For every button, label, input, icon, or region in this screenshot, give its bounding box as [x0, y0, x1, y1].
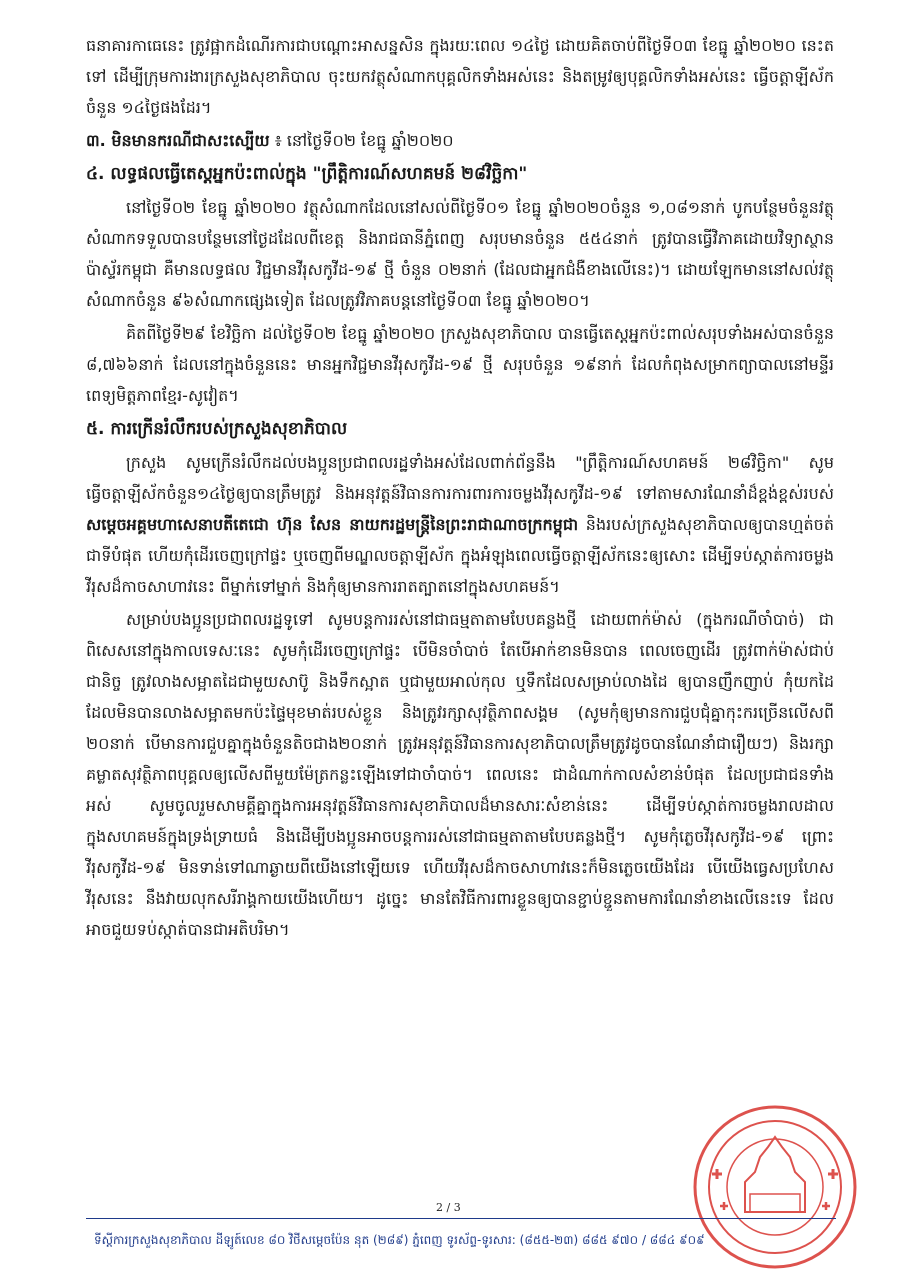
prime-minister-name: សម្ដេចអគ្គមហាសេនាបតីតេជោ ហ៊ុន សែន នាយករដ្ឋមន្ត្រីនៃព្រះរាជាណាចក្រកម្ពុជា — [86, 515, 579, 534]
section-5-p1-before: ក្រសួង សូមក្រើនរំលឹកដល់បងប្អូនប្រជាពលរដ្ឋទាំងអស់ដែលពាក់ព័ន្ធនឹង "ព្រឹត្តិការណ៍សហគមន៍ ២៨វិច្ឆិកា" សូមធ្វើចត្តាឡីស័កចំនួន១៤ថ្ងៃឲ្យបានត្រឹមត្រូវ និងអនុវត្តន៍វិធានការការពារការចម្លងវីរុសកូវីដ-១៩ ទៅតាមសារណែនាំដ៏ខ្ពង់ខ្ពស់របស់ — [86, 453, 834, 503]
section-5-paragraph-1 — [86, 447, 834, 602]
section-5-heading: ៥. ការក្រើនរំលឹករបស់ក្រសួងសុខាភិបាល — [86, 419, 348, 439]
section-5-p1-after: និងរបស់ក្រសួងសុខាភិបាលឲ្យបានហ្មត់ចត់ជាទីបំផុត ហើយកុំដើរចេញក្រៅផ្ទះ ឬចេញពីមណ្ឌលចត្តាឡីស័ក ក្នុងអំឡុងពេលធ្វើចត្តាឡីស័កនេះឲ្យសោះ ដើម្បីទប់ស្កាត់ការចម្លងវីរុសដ៏កាចសាហាវនេះ ពីម្នាក់ទៅម្នាក់ និងកុំឲ្យមានការរាតត្បាតនៅក្នុងសហគមន៍។ — [86, 515, 834, 596]
section-3-text: ៖ នៅថ្ងៃទី០២ ខែធ្នូ ឆ្នាំ២០២០ — [274, 131, 454, 150]
document-body — [86, 30, 834, 947]
section-5-paragraph-2: សម្រាប់បងប្អូនប្រជាពលរដ្ឋទូទៅ សូមបន្តការរស់នៅជាធម្មតាតាមបែបគន្លងថ្មី ដោយពាក់ម៉ាស់ (ក្នុងករណីចាំបាច់) ជាពិសេសនៅក្នុងកាលទេសៈនេះ សូមកុំដើរចេញក្រៅផ្ទះ បើមិនចាំបាច់ តែបើអាក់ខានមិនបាន ពេលចេញដើរ ត្រូវពាក់ម៉ាស់ជាប់ជានិច្ច ត្រូវលាងសម្អាតដៃជាមួយសាប៊ូ និងទឹកស្អាត ឬជាមួយអាល់កុល ឬទឹកដែលសម្រាប់លាងដៃ ឲ្យបានញឹកញាប់ កុំយកដៃដែលមិនបានលាងសម្អាតមកប៉ះផ្ទៃមុខមាត់របស់ខ្លួន និងត្រូវរក្សាសុវត្ថិភាពសង្គម (សូមកុំឲ្យមានការជួបជុំគ្នាកុះករច្រើនលើសពី ២០នាក់ បើមានការជួបគ្នាក្នុងចំនួនតិចជាង២០នាក់ ត្រូវអនុវត្តន៍វិធានការសុខាភិបាលត្រឹមត្រូវដូចបានណែនាំជារឿយៗ) និងរក្សាគម្លាតសុវត្ថិភាពបុគ្គលឲ្យលើសពីមួយម៉ែត្រកន្លះឡើងទៅជាចាំបាច់។ ពេលនេះ ជាដំណាក់កាលសំខាន់បំផុត ដែលប្រជាជនទាំងអស់ សូមចូលរួមសាមគ្គីគ្នាក្នុងការអនុវត្តន៍វិធានការសុខាភិបាលដ៏មានសារៈសំខាន់នេះ ដើម្បីទប់ស្កាត់ការចម្លងរាលដាលក្នុងសហគមន៍ក្នុងទ្រង់ទ្រាយធំ និងដើម្បីបងប្អូនអាចបន្តការរស់នៅជាធម្មតាតាមបែបគន្លងថ្មី។ សូមកុំភ្លេចវីរុសកូវីដ-១៩ ព្រោះវីរុសកូវីដ-១៩ មិនទាន់ទៅណាឆ្ងាយពីយើងនៅឡើយទេ ហើយវីរុសដ៏កាចសាហាវនេះក៏មិនភ្លេចយើងដែរ បើយើងធ្វេសប្រហែស វីរុសនេះ នឹងវាយលុកសរីរាង្គកាយយើងហើយ។ ដូច្នេះ មានតែវិធីការពារខ្លួនឲ្យបានខ្ជាប់ខ្ជួនតាមការណែនាំខាងលើនេះទេ ដែលអាចជួយទប់ស្កាត់បានជាអតិបរិមា។ — [86, 610, 834, 939]
section-3 — [86, 125, 834, 156]
footer-divider — [86, 1218, 836, 1219]
paragraph-bank-closure: ធនាគារកាធេនេះ ត្រូវផ្អាកដំណើរការជាបណ្ដោះអាសន្នសិន ក្នុងរយៈពេល ១៤ថ្ងៃ ដោយគិតចាប់ពីថ្ងៃទី០៣ ខែធ្នូ ឆ្នាំ២០២០ នេះតទៅ ដើម្បីក្រុមការងារក្រសួងសុខាភិបាល ចុះយកវត្ថុសំណាកបុគ្គលិកទាំងអស់នេះ និងតម្រូវឲ្យបុគ្គលិកទាំងអស់នេះ ធ្វើចត្តាឡីស័កចំនួន ១៤ថ្ងៃផងដែរ។ — [86, 36, 834, 117]
page-number: 2 / 3 — [436, 1201, 461, 1214]
section-4-paragraph-2: គិតពីថ្ងៃទី២៩ ខែវិច្ឆិកា ដល់ថ្ងៃទី០២ ខែធ្នូ ឆ្នាំ២០២០ ក្រសួងសុខាភិបាល បានធ្វើតេស្តអ្នកប៉ះពាល់សរុបទាំងអស់បានចំនួន ៨,៧៦៦នាក់ ដែលនៅក្នុងចំនួននេះ មានអ្នកវិជ្ជមានវីរុសកូវីដ-១៩ ថ្មី សរុបចំនួន ១៩នាក់ ដែលកំពុងសម្រាកព្យាបាលនៅមន្ទីរពេទ្យមិត្តភាពខ្មែរ-សូវៀត។ — [86, 324, 834, 405]
section-4-paragraph-1: នៅថ្ងៃទី០២ ខែធ្នូ ឆ្នាំ២០២០ វត្ថុសំណាកដែលនៅសល់ពីថ្ងៃទី០១ ខែធ្នូ ឆ្នាំ២០២០ចំនួន ១,០៨១នាក់ បូកបន្ថែមចំនួនវត្ថុសំណាកទទួលបានបន្ថែមនៅថ្ងៃដដែលពីខេត្ត និងរាជធានីភ្នំពេញ សរុបមានចំនួន ៥៥៤នាក់ ត្រូវបានធ្វើវិភាគដោយវិទ្យាស្ថានប៉ាស្ទ័រកម្ពុជា គឺមានលទ្ធផល វិជ្ជមានវីរុសកូវីដ-១៩ ថ្មី ចំនួន ០២នាក់ (ដែលជាអ្នកជំងឺខាងលើនេះ)។ ដោយឡែកមាននៅសល់វត្ថុសំណាកចំនួន ៩៦សំណាកផ្សេងទៀត ដែលត្រូវវិភាគបន្តនៅថ្ងៃទី០៣ ខែធ្នូ ឆ្នាំ២០២០។ — [86, 198, 834, 310]
section-3-heading: ៣. មិនមានករណីជាសះស្បើយ — [86, 131, 270, 150]
footer-address: ទីស្ដីការក្រសួងសុខាភិបាល ដីឡូត៍លេខ ៨០ វិថីសម្ដេចប៉ែន នុត (២៨៩) ភ្នំពេញ ទូរស័ព្ទ-ទូរសារ: (៨៥៥-២៣) ៨៨៥ ៩៧០ / ៨៨៤ ៩០៩ — [94, 1233, 705, 1247]
section-4-heading: ៤. លទ្ធផលធ្វើតេស្តអ្នកប៉ះពាល់ក្នុង "ព្រឹត្តិការណ៍សហគមន៍ ២៨វិច្ឆិកា" — [86, 164, 528, 184]
